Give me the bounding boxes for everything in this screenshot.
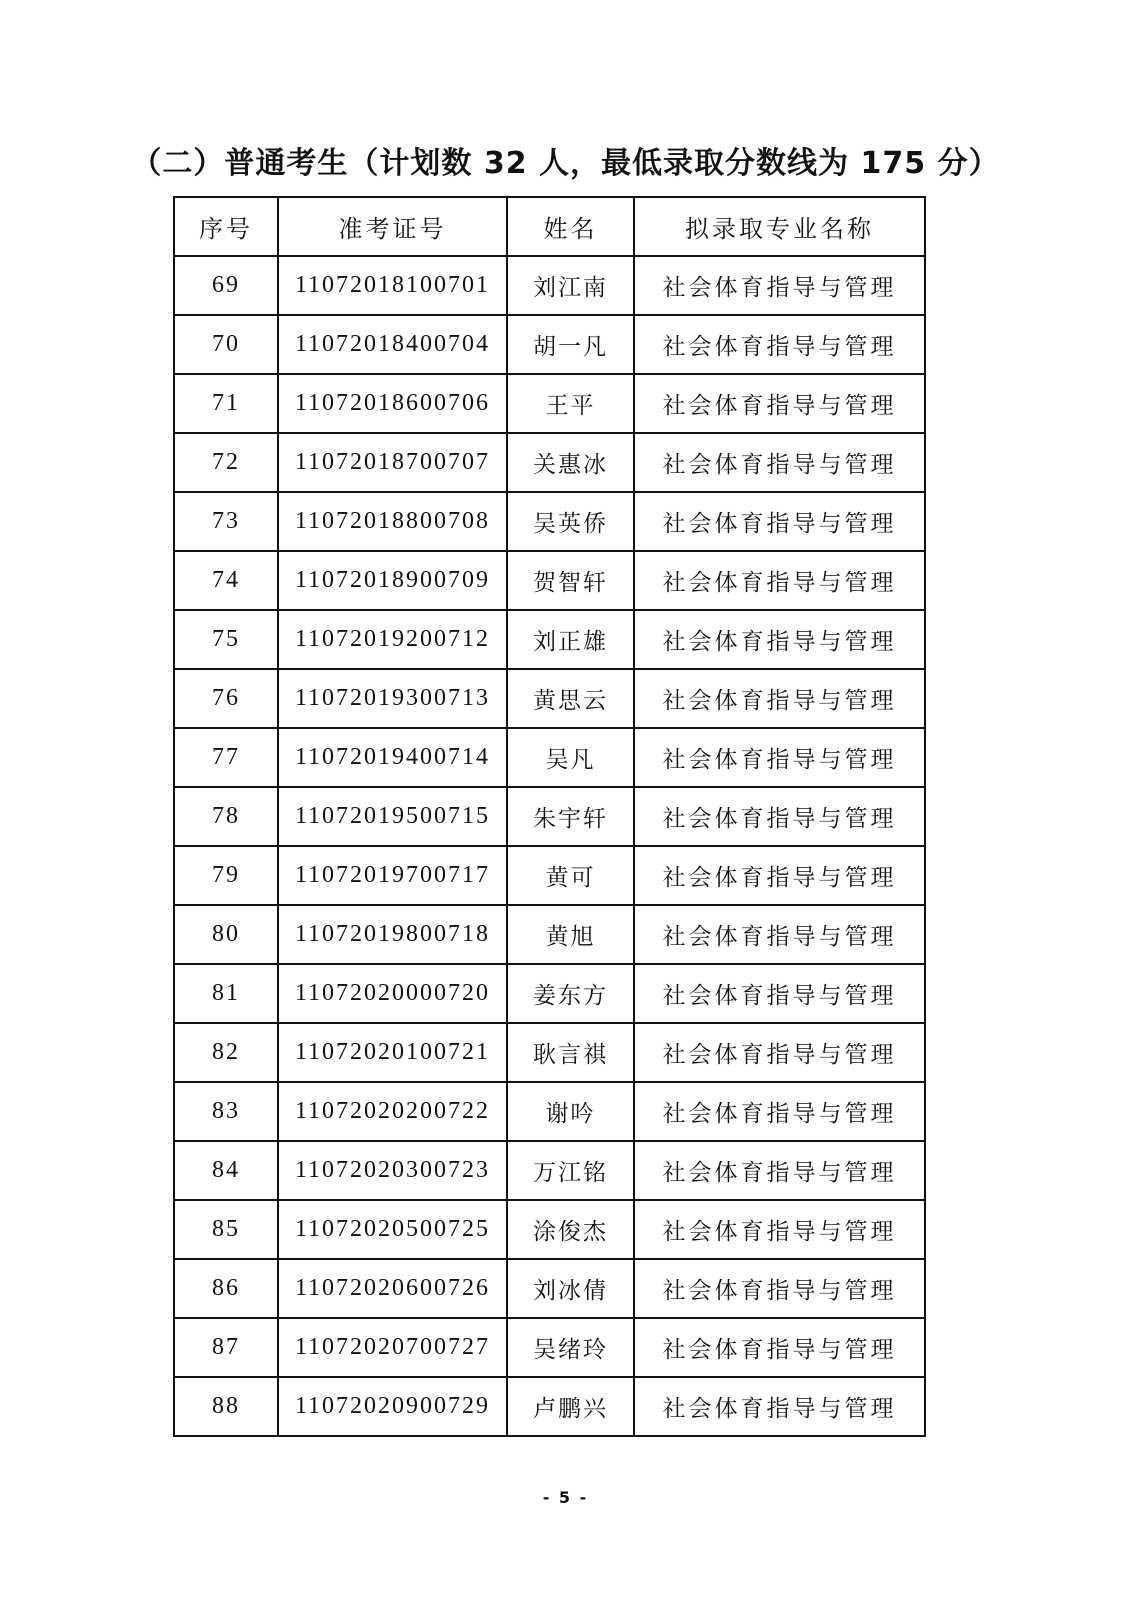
cell-major: 社会体育指导与管理	[634, 787, 925, 846]
cell-serial-number: 72	[174, 433, 278, 492]
cell-major: 社会体育指导与管理	[634, 1377, 925, 1436]
cell-ticket-number: 11072020300723	[278, 1141, 507, 1200]
cell-name: 谢吟	[507, 1082, 634, 1141]
cell-major: 社会体育指导与管理	[634, 1023, 925, 1082]
cell-serial-number: 74	[174, 551, 278, 610]
header-row	[174, 197, 925, 256]
cell-name: 关惠冰	[507, 433, 634, 492]
table-row	[174, 1200, 925, 1259]
cell-name: 姜东方	[507, 964, 634, 1023]
table-row	[174, 1141, 925, 1200]
table-header	[174, 197, 925, 256]
cell-serial-number: 83	[174, 1082, 278, 1141]
page-number: - 5 -	[542, 1488, 589, 1507]
table-row	[174, 669, 925, 728]
cell-ticket-number: 11072019700717	[278, 846, 507, 905]
cell-name: 吴绪玲	[507, 1318, 634, 1377]
cell-serial-number: 80	[174, 905, 278, 964]
cell-serial-number: 70	[174, 315, 278, 374]
cell-serial-number: 78	[174, 787, 278, 846]
cell-major: 社会体育指导与管理	[634, 1200, 925, 1259]
cell-serial-number: 77	[174, 728, 278, 787]
cell-major: 社会体育指导与管理	[634, 1318, 925, 1377]
cell-name: 涂俊杰	[507, 1200, 634, 1259]
cell-ticket-number: 11072019800718	[278, 905, 507, 964]
cell-ticket-number: 11072019200712	[278, 610, 507, 669]
cell-serial-number: 87	[174, 1318, 278, 1377]
cell-ticket-number: 11072018600706	[278, 374, 507, 433]
table-row	[174, 551, 925, 610]
header-major: 拟录取专业名称	[634, 197, 925, 256]
cell-name: 黄旭	[507, 905, 634, 964]
cell-major: 社会体育指导与管理	[634, 610, 925, 669]
table-row	[174, 1082, 925, 1141]
cell-ticket-number: 11072020100721	[278, 1023, 507, 1082]
header-serial-number: 序号	[174, 197, 278, 256]
cell-major: 社会体育指导与管理	[634, 315, 925, 374]
cell-ticket-number: 11072018700707	[278, 433, 507, 492]
cell-name: 刘正雄	[507, 610, 634, 669]
cell-major: 社会体育指导与管理	[634, 905, 925, 964]
cell-ticket-number: 11072020900729	[278, 1377, 507, 1436]
table-row	[174, 846, 925, 905]
cell-major: 社会体育指导与管理	[634, 374, 925, 433]
table-row	[174, 1377, 925, 1436]
cell-major: 社会体育指导与管理	[634, 669, 925, 728]
table-row	[174, 728, 925, 787]
cell-serial-number: 84	[174, 1141, 278, 1200]
table-row	[174, 315, 925, 374]
cell-ticket-number: 11072018800708	[278, 492, 507, 551]
cell-ticket-number: 11072020000720	[278, 964, 507, 1023]
table-row	[174, 964, 925, 1023]
cell-ticket-number: 11072020200722	[278, 1082, 507, 1141]
cell-major: 社会体育指导与管理	[634, 256, 925, 315]
table-row	[174, 433, 925, 492]
cell-major: 社会体育指导与管理	[634, 1082, 925, 1141]
cell-name: 朱宇轩	[507, 787, 634, 846]
table-row	[174, 492, 925, 551]
cell-major: 社会体育指导与管理	[634, 846, 925, 905]
cell-ticket-number: 11072020600726	[278, 1259, 507, 1318]
cell-serial-number: 71	[174, 374, 278, 433]
table-row	[174, 787, 925, 846]
cell-ticket-number: 11072019300713	[278, 669, 507, 728]
table-row	[174, 1318, 925, 1377]
table-row	[174, 1259, 925, 1318]
admission-table	[173, 196, 926, 1437]
cell-name: 吴英侨	[507, 492, 634, 551]
cell-ticket-number: 11072019400714	[278, 728, 507, 787]
cell-name: 吴凡	[507, 728, 634, 787]
table-row	[174, 374, 925, 433]
cell-major: 社会体育指导与管理	[634, 1141, 925, 1200]
cell-major: 社会体育指导与管理	[634, 551, 925, 610]
cell-major: 社会体育指导与管理	[634, 964, 925, 1023]
page-title: （二）普通考生（计划数 32 人，最低录取分数线为 175 分）	[131, 146, 1000, 181]
cell-ticket-number: 11072019500715	[278, 787, 507, 846]
table-body	[174, 256, 925, 1436]
cell-ticket-number: 11072020700727	[278, 1318, 507, 1377]
header-name: 姓名	[507, 197, 634, 256]
cell-serial-number: 82	[174, 1023, 278, 1082]
cell-major: 社会体育指导与管理	[634, 1259, 925, 1318]
cell-serial-number: 79	[174, 846, 278, 905]
cell-ticket-number: 11072018100701	[278, 256, 507, 315]
cell-serial-number: 85	[174, 1200, 278, 1259]
cell-serial-number: 88	[174, 1377, 278, 1436]
cell-serial-number: 81	[174, 964, 278, 1023]
cell-name: 黄可	[507, 846, 634, 905]
cell-name: 耿言祺	[507, 1023, 634, 1082]
table-row	[174, 905, 925, 964]
table-row	[174, 610, 925, 669]
cell-serial-number: 76	[174, 669, 278, 728]
cell-name: 王平	[507, 374, 634, 433]
cell-name: 贺智轩	[507, 551, 634, 610]
cell-name: 黄思云	[507, 669, 634, 728]
cell-serial-number: 69	[174, 256, 278, 315]
cell-serial-number: 75	[174, 610, 278, 669]
cell-name: 万江铭	[507, 1141, 634, 1200]
cell-major: 社会体育指导与管理	[634, 433, 925, 492]
cell-major: 社会体育指导与管理	[634, 492, 925, 551]
table-row	[174, 1023, 925, 1082]
cell-major: 社会体育指导与管理	[634, 728, 925, 787]
cell-ticket-number: 11072018900709	[278, 551, 507, 610]
cell-serial-number: 86	[174, 1259, 278, 1318]
cell-ticket-number: 11072018400704	[278, 315, 507, 374]
header-ticket-number: 准考证号	[278, 197, 507, 256]
cell-name: 刘江南	[507, 256, 634, 315]
cell-name: 刘冰倩	[507, 1259, 634, 1318]
cell-ticket-number: 11072020500725	[278, 1200, 507, 1259]
table-row	[174, 256, 925, 315]
cell-name: 卢鹏兴	[507, 1377, 634, 1436]
cell-name: 胡一凡	[507, 315, 634, 374]
cell-serial-number: 73	[174, 492, 278, 551]
